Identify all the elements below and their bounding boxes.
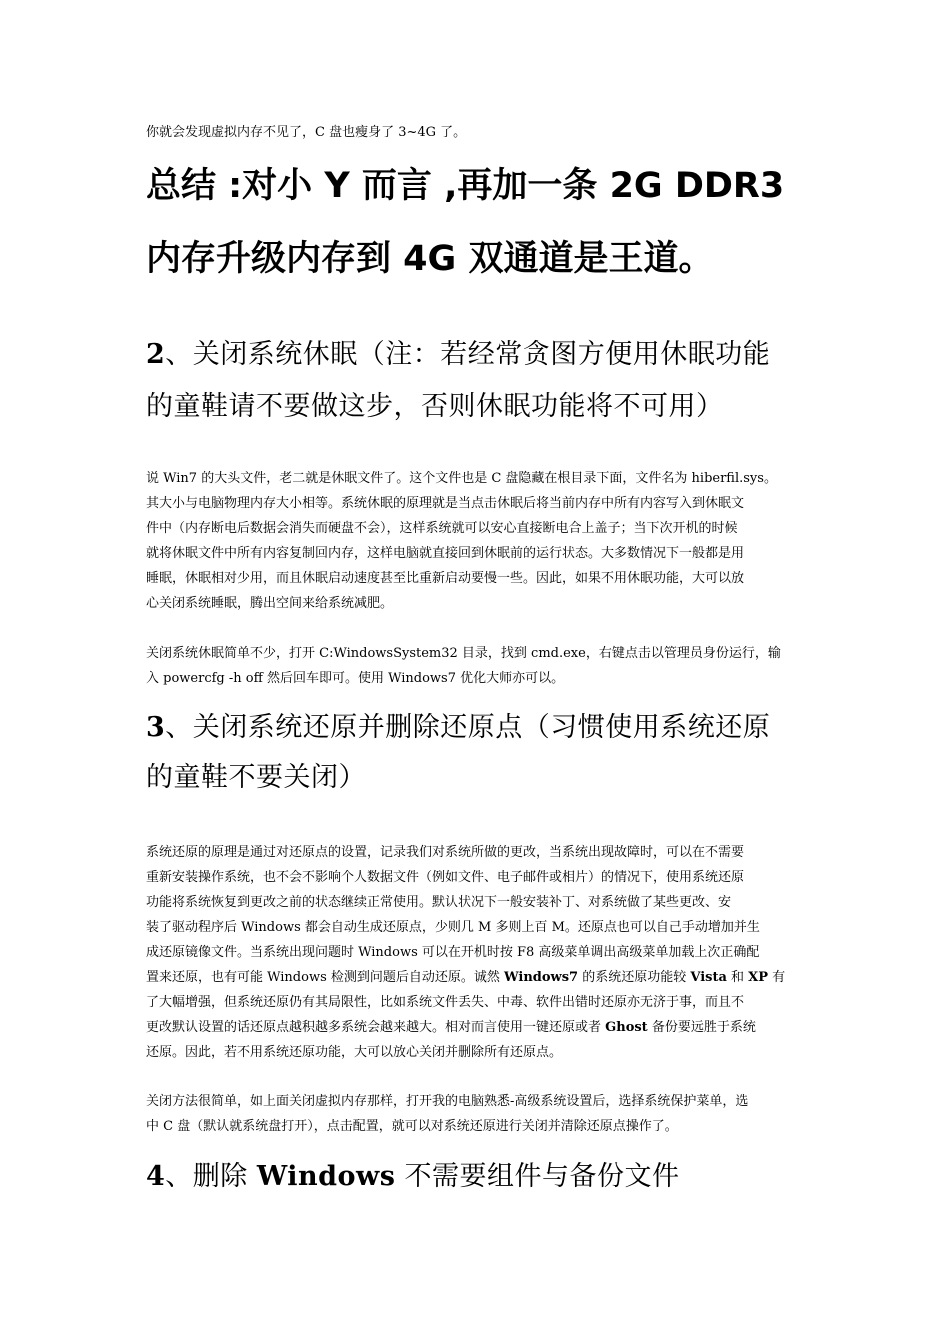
- paragraph-line: 重新安装操作系统，也不会不影响个人数据文件（例如文件、电子邮件或相片）的情况下，使用系统还原: [146, 870, 745, 885]
- paragraph-line: 睡眠，休眠相对少用，而且休眠启动速度甚至比重新启动要慢一些。因此，如果不用休眠功能，大可以放: [146, 571, 745, 586]
- section-3-paragraph-2: [146, 1089, 811, 1139]
- section-2-heading-line-2: 的童鞋请不要做这步，否则休眠功能将不可用）: [146, 391, 724, 422]
- paragraph-line: 其大小与电脑物理内存大小相等。系统休眠的原理就是当点击休眠后将当前内存中所有内容写入到休眠文: [146, 496, 745, 511]
- text-run: 更改默认设置的话还原点越积越多系统会越来越大。相对而言使用一键还原或者: [146, 1020, 606, 1035]
- paragraph-line: [146, 1015, 811, 1040]
- section-3-heading-line-1: [146, 702, 770, 754]
- paragraph-line: 关闭方法很简单，如上面关闭虚拟内存那样，打开我的电脑熟悉-高级系统设置后，选择系统保护菜单，选: [146, 1094, 749, 1109]
- section-2-title-part-1: 、关闭系统休眠（注：若经常贪图方便用休眠功能: [165, 339, 771, 370]
- intro-text: 你就会发现虚拟内存不见了，C 盘也瘦身了 3~4G 了。: [146, 125, 467, 140]
- bold-term-windows7: Windows7: [504, 970, 579, 985]
- paragraph-line: 中 C 盘（默认就系统盘打开），点击配置，就可以对系统还原进行关闭并清除还原点操作了。: [146, 1119, 678, 1134]
- paragraph-line: 说 Win7 的大头文件，老二就是休眠文件了。这个文件也是 C 盘隐藏在根目录下面，文件名为 hiberfil.sys。: [146, 471, 777, 486]
- text-run: 和: [726, 970, 749, 985]
- section-2-heading-line-1: [146, 329, 770, 381]
- bold-term-xp: XP: [748, 970, 769, 985]
- paragraph-line: 关闭系统休眠简单不少，打开 C:WindowsSystem32 目录，找到 cmd.exe，右键点击以管理员身份运行，输: [146, 646, 781, 661]
- section-3-number: 3: [146, 712, 166, 743]
- paragraph-line: 心关闭系统睡眠，腾出空间来给系统减肥。: [146, 596, 394, 611]
- paragraph-line: 装了驱动程序后 Windows 都会自动生成还原点，少则几 M 多则上百 M。还原点也可以自己手动增加并生: [146, 920, 760, 935]
- text-run: 的系统还原功能较: [578, 970, 691, 985]
- section-3-heading-line-2: 的童鞋不要关闭）: [146, 762, 366, 793]
- text-run: 、删除: [165, 1161, 257, 1192]
- paragraph-line: 还原。因此，若不用系统还原功能，大可以放心关闭并删除所有还原点。: [146, 1045, 563, 1060]
- paragraph-line: 就将休眠文件中所有内容复制回内存，这样电脑就直接回到休眠前的运行状态。大多数情况下一般都是用: [146, 546, 745, 561]
- paragraph-line: 功能将系统恢复到更改之前的状态继续正常使用。默认状况下一般安装补丁、对系统做了某些更改、安: [146, 895, 732, 910]
- text-run: 有: [768, 970, 786, 985]
- bold-term-windows: Windows: [256, 1161, 396, 1192]
- bold-term-ghost: Ghost: [605, 1020, 648, 1035]
- section-2-paragraph-2: [146, 641, 811, 691]
- section-2-number: 2: [146, 339, 166, 370]
- paragraph-line: 了大幅增强，但系统还原仍有其局限性，比如系统文件丢失、中毒、软件出错时还原亦无济于事，而且不: [146, 995, 745, 1010]
- text-run: 不需要组件与备份文件: [395, 1161, 680, 1192]
- text-run: 备份要远胜于系统: [647, 1020, 756, 1035]
- bold-term-vista: Vista: [690, 970, 727, 985]
- paragraph-line: [146, 965, 811, 990]
- section-3-title-part-1: 、关闭系统还原并删除还原点（习惯使用系统还原: [165, 712, 771, 743]
- paragraph-line: 件中（内存断电后数据会消失而硬盘不会），这样系统就可以安心直接断电合上盖子；当下次开机的时候: [146, 521, 738, 536]
- section-4-number: 4: [146, 1161, 166, 1192]
- section-3-paragraph-1: [146, 840, 811, 1065]
- paragraph-line: 入 powercfg -h off 然后回车即可。使用 Windows7 优化大师亦可以。: [146, 671, 565, 686]
- summary-heading-line-2: 内存升级内存到 4G 双通道是王道。: [146, 239, 714, 279]
- paragraph-line: 成还原镜像文件。当系统出现问题时 Windows 可以在开机时按 F8 高级菜单调出高级菜单加载上次正确配: [146, 945, 760, 960]
- section-4-heading: [146, 1151, 680, 1203]
- paragraph-line: 系统还原的原理是通过对还原点的设置，记录我们对系统所做的更改，当系统出现故障时，可以在不需要: [146, 845, 745, 860]
- summary-heading-line-1: 总结 :对小 Y 而言 ,再加一条 2G DDR3: [146, 166, 785, 206]
- text-run: 置来还原，也有可能 Windows 检测到问题后自动还原。诚然: [146, 970, 505, 985]
- section-2-paragraph-1: [146, 466, 811, 616]
